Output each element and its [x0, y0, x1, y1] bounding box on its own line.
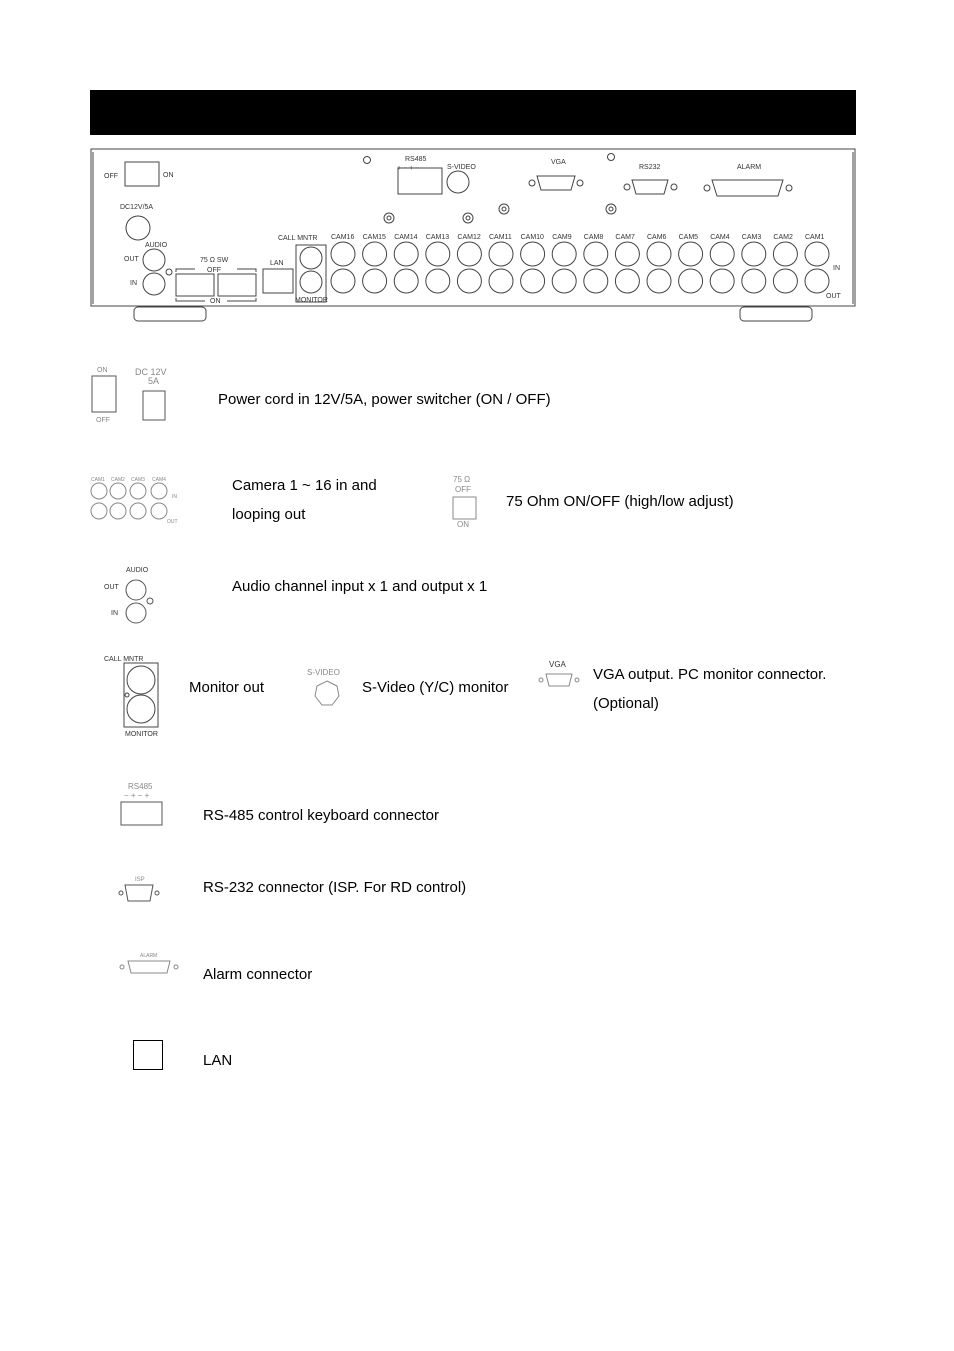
svg-text:ALARM: ALARM: [140, 953, 158, 959]
cam-out-jack: [426, 269, 450, 293]
lan-port: [263, 269, 293, 293]
panel-alarm-label: ALARM: [737, 164, 762, 171]
audio-out-jack: [143, 249, 165, 271]
panel-dc-label: DC12V/5A: [120, 204, 154, 211]
call-mntr-jack: [300, 247, 322, 269]
foot-right: [740, 307, 812, 321]
cam-out-jack: [615, 269, 639, 293]
cam-out-jack: [584, 269, 608, 293]
panel-ohm-off: OFF: [207, 267, 221, 274]
svg-text:OFF: OFF: [455, 485, 471, 494]
cam-out-jack: [489, 269, 513, 293]
power-switch-icon: [92, 376, 116, 412]
cam-label: CAM5: [678, 234, 699, 241]
cam-out-jack: [363, 269, 387, 293]
svg-text:CAM3: CAM3: [131, 477, 145, 483]
svg-text:CAM2: CAM2: [111, 477, 125, 483]
monitor-jack-icon: [127, 695, 155, 723]
cam-label: CAM16: [331, 234, 355, 241]
svg-text:AUDIO: AUDIO: [126, 567, 149, 574]
cam-in-jack: [331, 242, 355, 266]
ohm-switch-1: [176, 274, 214, 296]
cam-label: CAM14: [394, 234, 418, 241]
ohm-switch-icon: [446, 472, 482, 530]
rs485-description: RS-485 control keyboard connector: [203, 807, 439, 824]
cam-in-jack: [773, 242, 797, 266]
audio-icon: [100, 563, 160, 627]
cam-in-jack: [584, 242, 608, 266]
cam-label: CAM8: [583, 234, 604, 241]
cam-out-jack: [647, 269, 671, 293]
ohm-switch-2: [218, 274, 256, 296]
svg-text:− + − +: − + − +: [124, 791, 150, 800]
cam-in-jack: [521, 242, 545, 266]
svg-text:OFF: OFF: [96, 417, 110, 424]
cam-in-jack: [489, 242, 513, 266]
svg-text:VGA: VGA: [549, 660, 566, 669]
cam-in-jack: [552, 242, 576, 266]
lan-description: LAN: [203, 1052, 233, 1069]
ohm-description: 75 Ohm ON/OFF (high/low adjust): [506, 493, 734, 510]
svg-text:IN: IN: [111, 610, 118, 617]
svg-text:ON: ON: [457, 520, 469, 529]
cam-in-jack: [742, 242, 766, 266]
panel-ohm-label: 75 Ω SW: [200, 257, 229, 264]
svg-text:IN: IN: [172, 494, 177, 500]
cam-out-jack: [710, 269, 734, 293]
alarm-icon: [116, 949, 182, 977]
cam-label: CAM2: [773, 234, 793, 241]
svg-text:MONITOR: MONITOR: [125, 731, 158, 738]
cam-out-jack: [742, 269, 766, 293]
panel-call-mntr: CALL MNTR: [278, 235, 318, 242]
power-icon: [90, 366, 182, 424]
cam-in-jack: [679, 242, 703, 266]
alarm-port: [712, 180, 783, 196]
vga-icon: [534, 656, 582, 692]
panel-rs485-pins: + − + −: [397, 165, 420, 172]
camera-description-line1: Camera 1 ~ 16 in and: [232, 477, 377, 494]
cam-label: CAM12: [457, 234, 481, 241]
panel-audio-in: IN: [130, 280, 137, 287]
cam-out-jack: [552, 269, 576, 293]
cam-in-jack: [457, 242, 481, 266]
monitor-jack: [300, 271, 322, 293]
audio-out-icon: [126, 580, 146, 600]
svideo-description: S-Video (Y/C) monitor: [362, 679, 509, 696]
cam-label: CAM15: [362, 234, 386, 241]
power-switch: [125, 162, 159, 186]
panel-outline: [91, 149, 855, 306]
cam-out-jack: [773, 269, 797, 293]
cam-out-jack: [521, 269, 545, 293]
alarm-description: Alarm connector: [203, 966, 313, 983]
cam-out-jack: [394, 269, 418, 293]
vga-port: [537, 176, 575, 190]
svg-text:CAM4: CAM4: [152, 477, 166, 483]
header-bar: [90, 90, 856, 135]
camera-description-line2: looping out: [232, 506, 306, 523]
cam-label: CAM13: [425, 234, 450, 241]
cam-label: CAM6: [647, 234, 667, 241]
audio-description: Audio channel input x 1 and output x 1: [232, 578, 488, 595]
camera-connectors-icon: [88, 474, 184, 528]
panel-off-label: OFF: [104, 173, 118, 180]
rs232-description: RS-232 connector (ISP. For RD control): [203, 879, 467, 896]
cam-label: CAM11: [489, 234, 512, 241]
cam-in-jack: [615, 242, 639, 266]
panel-lan-label: LAN: [270, 260, 284, 267]
cam-label: CAM7: [615, 234, 635, 241]
cam-out-jack: [805, 269, 829, 293]
cam-label: CAM1: [805, 234, 825, 241]
panel-rs485-label: RS485: [405, 156, 427, 163]
foot-left: [134, 307, 206, 321]
panel-audio-label: AUDIO: [145, 242, 168, 249]
cam-in-jack: [426, 242, 450, 266]
svg-text:OUT: OUT: [104, 584, 119, 591]
cam-in-jack: [805, 242, 829, 266]
svg-text:DC 12V: DC 12V: [135, 367, 167, 377]
cam-in-jack: [710, 242, 734, 266]
svg-text:CAM1: CAM1: [91, 477, 105, 483]
cam-in-jack: [394, 242, 418, 266]
svg-text:75 Ω: 75 Ω: [453, 475, 471, 484]
audio-in-jack: [143, 273, 165, 295]
cam-out-jack: [457, 269, 481, 293]
svideo-jack: [447, 171, 469, 193]
panel-audio-out: OUT: [124, 256, 139, 263]
panel-rs232-label: RS232: [639, 164, 661, 171]
cam-out-jack: [331, 269, 355, 293]
panel-svideo-label: S-VIDEO: [447, 164, 476, 171]
cam-label: CAM4: [710, 234, 730, 241]
vga-description-line2: (Optional): [593, 695, 659, 712]
svg-text:ISP: ISP: [135, 877, 145, 883]
svg-text:S-VIDEO: S-VIDEO: [307, 668, 340, 677]
rs232-icon: [115, 873, 165, 905]
cam-label: CAM10: [520, 234, 544, 241]
panel-vga-label: VGA: [551, 159, 566, 166]
call-mntr-jack-icon: [127, 666, 155, 694]
svg-text:CALL MNTR: CALL MNTR: [104, 656, 144, 663]
vga-description-line1: VGA output. PC monitor connector.: [593, 666, 827, 683]
panel-cam-out: OUT: [826, 293, 841, 300]
cam-in-jack: [647, 242, 671, 266]
rs485-icon: [118, 780, 166, 828]
svg-text:ON: ON: [97, 367, 108, 374]
panel-ohm-on: ON: [210, 298, 221, 305]
rear-panel-diagram: [90, 148, 856, 323]
panel-monitor-label: MONITOR: [295, 297, 328, 304]
power-description: Power cord in 12V/5A, power switcher (ON / OFF): [218, 391, 551, 408]
rs232-port: [632, 180, 668, 194]
cam-out-jack: [679, 269, 703, 293]
panel-cam-in: IN: [833, 265, 840, 272]
svideo-icon: [304, 665, 350, 709]
panel-on-label: ON: [163, 172, 174, 179]
monitor-description: Monitor out: [189, 679, 265, 696]
cam-label: CAM3: [741, 234, 762, 241]
audio-in-icon: [126, 603, 146, 623]
monitor-icon: [102, 653, 166, 739]
svg-text:OUT: OUT: [167, 519, 178, 525]
dc-jack-box-icon: [143, 391, 165, 420]
svg-text:RS485: RS485: [128, 782, 153, 791]
cam-in-jack: [363, 242, 387, 266]
svg-text:5A: 5A: [148, 376, 160, 386]
lan-icon: [133, 1040, 163, 1070]
dc-jack-icon: [126, 216, 150, 240]
cam-label: CAM9: [552, 234, 572, 241]
